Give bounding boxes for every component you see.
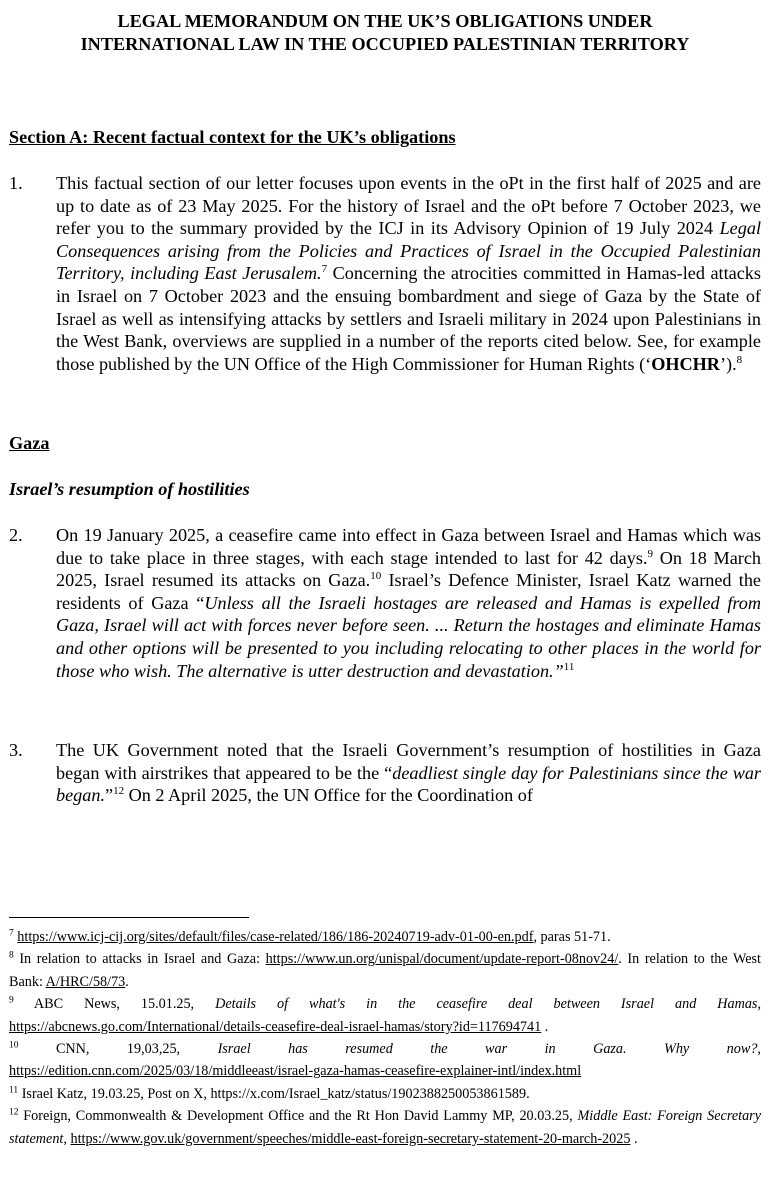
text-run: On 2 April 2025, the UN Office for the Coordination of [124,785,533,806]
paragraph-text [56,739,761,807]
text-run: In relation to attacks in Israel and Gaza: [13,951,266,968]
footnote-number: 8 [9,950,14,961]
footnote-title: Israel has resumed the war in Gaza. Why now?, [217,1041,761,1058]
text-run: , paras 51-71. [533,929,611,945]
footnote-link[interactable]: https://abcnews.go.com/International/details-ceasefire-deal-israel-hamas/story?id=117694741 [9,1018,542,1035]
footnote-10 [9,1038,761,1083]
footnote-ref-10[interactable]: 10 [370,570,382,583]
text-run: ” [553,660,564,681]
footnote-ref-7[interactable]: 7 [321,263,328,276]
paragraph-3 [9,739,761,807]
bold-term: OHCHR [651,353,720,374]
text-run: Foreign, Commonwealth & Development Office and the Rt Hon David Lammy MP, 20.03.25, [18,1108,578,1125]
footnote-number: 9 [9,995,14,1006]
paragraph-text [56,524,761,682]
footnote-number: 10 [9,1040,19,1051]
paragraph-number: 1. [9,173,23,193]
footnote-link[interactable]: https://www.gov.uk/government/speeches/middle-east-foreign-secretary-statement-20-march-2025 [70,1130,631,1147]
footnote-number: 7 [9,928,14,939]
title-line-2: INTERNATIONAL LAW IN THE OCCUPIED PALESTINIAN TERRITORY [80,34,690,54]
italic-quote: Unless all the Israeli hostages are released and Hamas is expelled from Gaza, Israel will act with forces never before seen. ... Return the hostages and eliminate Hamas and other options will be presented to you including relocating to other places in the world for those who wish. The alternative is utter destruction and devastation. [56,592,761,681]
paragraph-number: 2. [9,525,23,545]
footnote-ref-11[interactable]: 11 [563,660,575,673]
text-run: ABC News, 15.01.25, [13,996,216,1013]
text-run: On 19 January 2025, a ceasefire came into effect in Gaza between Israel and Hamas which was due to take place in three stages, with each stage intended to last for 42 days. [56,525,761,568]
text-run: ” [105,785,114,806]
text-run: . [630,1130,638,1147]
footnotes [9,926,761,1150]
footnote-link[interactable]: https://www.icj-cij.org/sites/default/files/case-related/186/186-20240719-adv-01-00-en.pdf [17,929,534,945]
footnote-ref-9[interactable]: 9 [647,547,653,560]
footnote-link[interactable]: A/HRC/58/73 [45,973,126,990]
text-run: The UK Government noted that the Israeli Government’s resumption of hostilities in Gaza began with airstrikes that appeared to be the “ [56,740,761,783]
text-run: . In relation to the West Bank: [9,951,761,990]
footnote-number: 11 [9,1085,19,1096]
footnote-separator [9,917,249,918]
text-run: Concerning the atrocities committed in Hamas-led attacks in Israel on 7 October 2023 and the ensuing bombardment and siege of Gaza by the State of Israel as well as intensifying attacks by settlers and Israeli military in 2024 upon Palestinians in the West Bank, overviews are supplied in a number of the reports cited below. See, for example those published by the UN Office of the High Commissioner for Human Rights (‘ [56,263,761,374]
memorandum-title [0,10,770,56]
footnote-8 [9,948,761,993]
text-run: Israel Katz, 19.03.25, Post on X, https://x.com/Israel_katz/status/1902388250053861589. [18,1085,530,1102]
footnote-11 [9,1083,761,1105]
footnote-line [9,993,761,1015]
footnote-title: Details of what's in the ceasefire deal between Israel and Hamas, [215,996,761,1013]
paragraph-1 [9,172,761,375]
footnote-12 [9,1105,761,1150]
footnote-number: 12 [9,1107,19,1118]
text-run: . [541,1018,549,1035]
text-run: This factual section of our letter focuses upon events in the oPt in the first half of 2025 and are up to date as of 23 May 2025. For the history of Israel and the oPt before 7 October 2023, we refer you to the summary provided by the ICJ in its Advisory Opinion of 19 July 2024 [56,173,761,239]
section-a-heading: Section A: Recent factual context for the UK’s obligations [9,127,456,147]
italic-quote: deadliest single day for Palestinians since the war began. [56,762,761,806]
footnote-link[interactable]: https://www.un.org/unispal/document/update-report-08nov24/ [265,951,619,968]
title-line-1: LEGAL MEMORANDUM ON THE UK’S OBLIGATIONS UNDER [117,11,653,31]
footnote-ref-8[interactable]: 8 [736,353,743,366]
footnote-title: Middle East: Foreign Secretary statement, [9,1108,761,1147]
text-run: ’). [719,353,737,374]
footnote-line [9,1038,761,1060]
footnote-ref-12[interactable]: 12 [113,785,125,798]
footnote-9 [9,993,761,1038]
footnote-7 [9,926,761,948]
resumption-subheading: Israel’s resumption of hostilities [9,479,250,499]
text-run: Israel’s Defence Minister, Israel Katz warned the residents of Gaza “ [56,570,761,613]
paragraph-text [56,172,761,375]
paragraph-2 [9,524,761,682]
text-run: CNN, 19,03,25, [18,1041,218,1058]
footnote-link[interactable]: https://edition.cnn.com/2025/03/18/middleeast/israel-gaza-hamas-ceasefire-explainer-intl/index.html [9,1063,582,1080]
text-run: . [125,973,129,990]
italic-citation: Legal Consequences arising from the Policies and Practices of Israel in the Occupied Palestinian Territory, including East Jerusalem. [56,218,761,284]
text-run: On 18 March 2025, Israel resumed its attacks on Gaza. [56,547,761,591]
gaza-heading: Gaza [9,433,50,453]
paragraph-number: 3. [9,740,23,760]
